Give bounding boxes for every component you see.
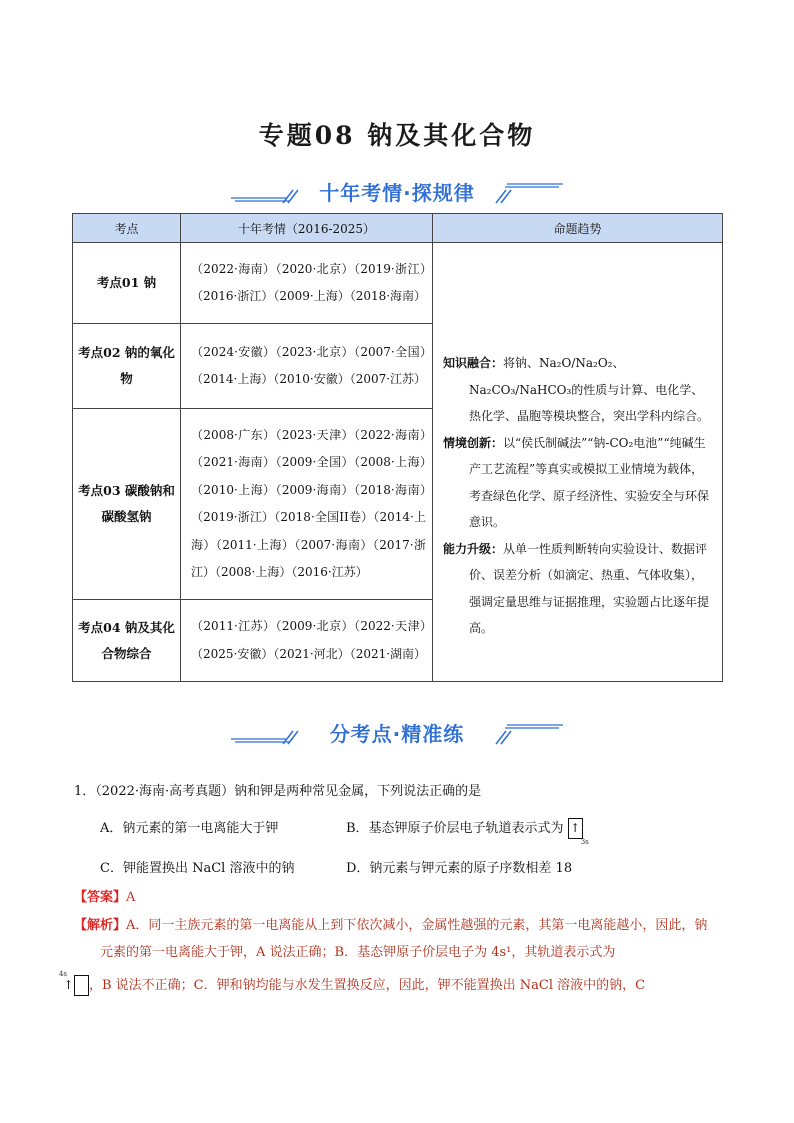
trend-text: 以“侯氏制碱法”“钠-CO₂电池”“纯碱生产工艺流程”等真实或模拟工业情境为载体，考查绿色化学、原子经济性、实验安全与环保意识。 bbox=[469, 435, 710, 530]
trend-label: 能力升级： bbox=[443, 541, 504, 556]
header-topic: 考点 bbox=[73, 214, 181, 243]
answer-value: A bbox=[126, 890, 136, 905]
years-cell: （2022·海南）（2020·北京）（2019·浙江）（2016·浙江）（2009·上海）（2018·海南） bbox=[181, 243, 433, 324]
question-block bbox=[74, 780, 724, 881]
page-title: 专题08 钠及其化合物 bbox=[258, 121, 536, 150]
table-header-row bbox=[73, 214, 723, 243]
section-banner-practice bbox=[225, 717, 569, 747]
trend-label: 知识融合： bbox=[443, 356, 504, 371]
trend-item bbox=[443, 536, 712, 642]
option-d: D．钠元素与钾元素的原子序数相差 18 bbox=[346, 861, 573, 876]
years-cell: （2008·广东）（2023·天津）（2022·海南）（2021·海南）（2009·全国）（2008·上海）（2010·上海）（2009·海南）（2018·海南）（2019·浙江）（2018·全国II卷）（2014·上海）（2011·上海）（2007·海南）（2017·浙江）（2008·上海）（2016·江苏） bbox=[181, 409, 433, 600]
analysis-text-continued bbox=[58, 970, 719, 999]
banner-title: 十年考情·探规律 bbox=[319, 181, 475, 205]
orbital-diagram-icon: ↑ 4s bbox=[74, 975, 89, 996]
table-row bbox=[73, 243, 723, 324]
analysis-text bbox=[74, 912, 719, 966]
trend-text: 从单一性质判断转向实验设计、数据评价、误差分析（如滴定、热重、气体收集），强调定量思维与证据推理，实验题占比逐年提高。 bbox=[469, 541, 710, 636]
banner-title: 分考点·精准练 bbox=[329, 722, 465, 746]
question-stem: 1．（2022·海南·高考真题）钠和钾是两种常见金属，下列说法正确的是 bbox=[74, 784, 482, 799]
orbital-label: 3s bbox=[580, 838, 589, 846]
option-c: C．钾能置换出 NaCl 溶液中的钠 bbox=[100, 861, 295, 876]
option-a: A．钠元素的第一电离能大于钾 bbox=[100, 821, 279, 836]
topic-cell: 考点03 碳酸钠和碳酸氢钠 bbox=[73, 409, 181, 600]
topics-table bbox=[72, 213, 723, 682]
trend-cell bbox=[433, 243, 723, 682]
section-banner-history bbox=[225, 176, 569, 206]
trend-item bbox=[443, 350, 712, 430]
answer-tag: 【答案】 bbox=[74, 890, 127, 905]
analysis-part-2: ，B 说法不正确；C．钾和钠均能与水发生置换反应，因此，钾不能置换出 NaCl 溶液中的钠，C bbox=[89, 978, 646, 993]
option-b-text: B．基态钾原子价层电子轨道表示式为 bbox=[346, 821, 564, 836]
topic-cell: 考点04 钠及其化合物综合 bbox=[73, 600, 181, 682]
option-b bbox=[346, 817, 589, 846]
answer-line bbox=[74, 886, 135, 905]
orbital-diagram-icon: ↑ 3s bbox=[568, 818, 583, 839]
topic-cell: 考点01 钠 bbox=[73, 243, 181, 324]
trend-item bbox=[443, 430, 712, 536]
question-options bbox=[74, 817, 724, 881]
years-cell: （2024·安徽）（2023·北京）（2007·全国）（2014·上海）（2010·安徽）（2007·江苏） bbox=[181, 324, 433, 409]
trend-label: 情境创新： bbox=[443, 435, 504, 450]
trend-text: 将钠、Na₂O/Na₂O₂、Na₂CO₃/NaHCO₃的性质与计算、电化学、热化学、晶胞等模块整合，突出学科内综合。 bbox=[469, 356, 710, 424]
header-years: 十年考情（2016-2025） bbox=[181, 214, 433, 243]
header-trend: 命题趋势 bbox=[433, 214, 723, 243]
years-cell: （2011·江苏）（2009·北京）（2022·天津）（2025·安徽）（2021·河北）（2021·湖南） bbox=[181, 600, 433, 682]
analysis-block bbox=[58, 912, 719, 999]
analysis-tag: 【解析】 bbox=[74, 918, 127, 933]
analysis-part-1: A．同一主族元素的第一电离能从上到下依次减小，金属性越强的元素，其第一电离能越小，因此，钠元素的第一电离能大于钾，A 说法正确；B．基态钾原子价层电子为 4s¹，其轨道表示式为 bbox=[100, 918, 708, 960]
topic-cell: 考点02 钠的氧化物 bbox=[73, 324, 181, 409]
